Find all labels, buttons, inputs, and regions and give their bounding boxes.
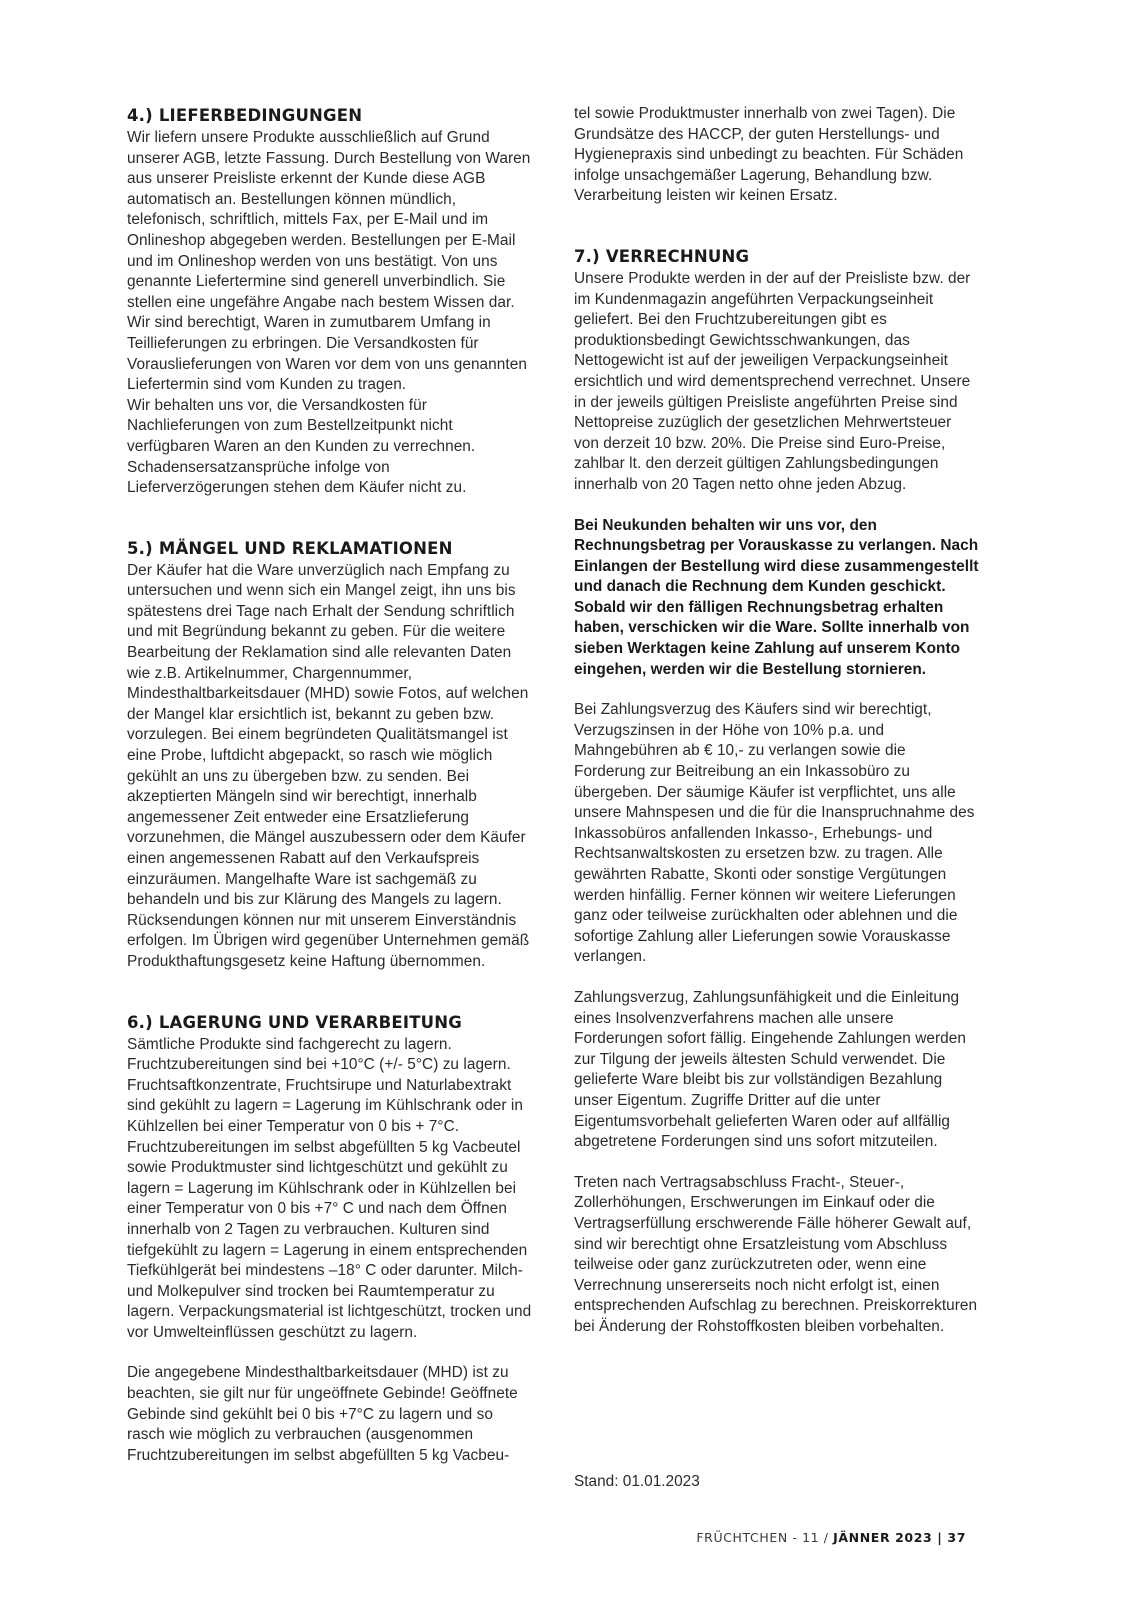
section-heading: 5.) MÄNGEL UND REKLAMATIONEN: [127, 538, 453, 558]
section-paragraph: Wir behalten uns vor, die Versandkosten für Nachlieferungen von zum Bestellzeitpunkt nicht verfügbaren Waren an den Kunden zu verrechnen. Schadensersatzansprüche infolge von Lieferverzögerungen stehen dem Käufer nicht zu.: [127, 396, 476, 497]
section-paragraph: Wir liefern unsere Produkte ausschließlich auf Grund unserer AGB, letzte Fassung. Durch Bestellung von Waren aus unserer Preisliste erkennt der Kunde diese AGB automatisch an. Bestellungen können mündlich, telefonisch, schriftlich, mittels Fax, per E-Mail und im Onlineshop abgegeben werden. Bestellungen per E-Mail und im Onlineshop werden von uns bestätigt. Von uns genannte Liefertermine sind generell unverbindlich. Sie stellen eine ungefähre Angabe nach bestem Wissen dar. Wir sind berechtigt, Waren in zumutbarem Umfang in Teillieferungen zu erbringen. Die Versandkosten für Vorauslieferungen von Waren vor dem von uns genannten Liefertermin sind vom Kunden zu tragen.: [127, 129, 531, 394]
section-paragraph: Die angegebene Mindesthaltbarkeitsdauer (MHD) ist zu beachten, sie gilt nur für ungeöffnete Gebinde! Geöffnete Gebinde sind gekühlt bei 0 bis +7°C zu lagern und so rasch wie möglich zu verbrauchen (ausgenommen Fruchtzubereitungen im selbst abgefüllten 5 kg Vacbeu-: [127, 1364, 518, 1464]
section-paragraph: Der Käufer hat die Ware unverzüglich nach Empfang zu untersuchen und wenn sich ein Mangel zeigt, ihn uns bis spätestens drei Tage nach Erhalt der Sendung schriftlich und mit Begründung bekannt zu geben. Für die weitere Bearbeitung der Reklamation sind alle relevanten Daten wie z.B. Artikelnummer, Chargennummer, Mindesthaltbarkeitsdauer (MHD) sowie Fotos, auf welchen der Mangel klar ersichtlich ist, bekannt zu geben bzw. vorzulegen. Bei einem begründeten Qualitätsmangel ist eine Probe, luftdicht abgepackt, so rasch wie möglich gekühlt an uns zu übergeben bzw. zu senden. Bei akzeptierten Mängeln sind wir berechtigt, innerhalb angemessener Zeit entweder eine Ersatzlieferung vorzunehmen, die Mängel auszubessern oder dem Käufer einen angemessenen Rabatt auf den Verkaufspreis einzuräumen. Mangelhafte Ware ist sachgemäß zu behandeln und bis zur Klärung des Mangels zu lagern. Rücksendungen können nur mit unserem Einverständnis erfolgen. Im Übrigen wird gegenüber Unternehmen gemäß Produkthaftungsgesetz keine Haftung übernommen.: [127, 561, 530, 970]
section-heading: 4.) LIEFERBEDINGUNGEN: [127, 106, 363, 125]
section-paragraph: Bei Zahlungsverzug des Käufers sind wir berechtigt, Verzugszinsen in der Höhe von 10% p.a. und Mahngebühren ab € 10,- zu verlangen sowie die Forderung zur Beitreibung an ein Inkassobüro zu übergeben. Der säumige Käufer ist verpflichtet, uns alle unsere Mahnspesen und die für die Inanspruchnahme des Inkassobüros anfallenden Inkasso-, Erhebungs- und Rechtsanwaltskosten zu ersetzen bzw. zu tragen. Alle gewährten Rabatte, Skonti oder sonstige Vergütungen werden hinfällig. Ferner können wir weitere Lieferungen ganz oder teilweise zurückhalten oder ablehnen und die sofortige Zahlung aller Lieferungen sowie Vorauskasse verlangen.: [574, 701, 975, 966]
left-column: [127, 104, 532, 1466]
section-paragraph: tel sowie Produktmuster innerhalb von zwei Tagen). Die Grundsätze des HACCP, der guten Herstellungs- und Hygienepraxis sind unbedingt zu beachten. Für Schäden infolge unsachgemäßer Lagerung, Behandlung bzw. Verarbeitung leisten wir keinen Ersatz.: [574, 105, 964, 205]
page-number: 37: [947, 1530, 966, 1545]
section-lagerung: [127, 1011, 532, 1467]
section-paragraph: Treten nach Vertragsabschluss Fracht-, Steuer-, Zollerhöhungen, Erschwerungen im Einkauf oder die Vertragserfüllung erschwerende Fälle höherer Gewalt auf, sind wir berechtigt ohne Ersatzleistung vom Abschluss teilweise oder ganz zurückzutreten oder, wenn eine Verrechnung unsererseits noch nicht erfolgt ist, einen entsprechenden Aufschlag zu berechnen. Preiskorrekturen bei Änderung der Rohstoffkosten bleiben vorbehalten.: [574, 1173, 978, 1335]
section-paragraph: Sämtliche Produkte sind fachgerecht zu lagern. Fruchtzubereitungen sind bei +10°C (+/- 5°C) zu lagern. Fruchtsaftkonzentrate, Fruchtsirupe und Naturlabextrakt sind gekühlt zu lagern = Lagerung im Kühlschrank oder in Kühlzellen bei einer Temperatur von 0 bis + 7°C. Fruchtzubereitungen im selbst abgefüllten 5 kg Vacbeutel sowie Produktmuster sind lichtgeschützt und gekühlt zu lagern = Lagerung im Kühlschrank oder in Kühlzellen bei einer Temperatur von 0 bis +7° C und nach dem Öffnen innerhalb von 2 Tagen zu verbrauchen. Kulturen sind tiefgekühlt zu lagern = Lagerung in einem entsprechenden Tiefkühlgerät bei mindestens –18° C oder darunter. Milch- und Molkepulver sind trocken bei Raumtemperatur zu lagern. Verpackungsmaterial ist lichtgeschützt, trocken und vor Umwelteinflüssen geschützt zu lagern.: [127, 1035, 532, 1341]
section-paragraph: Unsere Produkte werden in der auf der Preisliste bzw. der im Kundenmagazin angeführten Verpackungseinheit geliefert. Bei den Fruchtzubereitungen gibt es produktionsbedingt Gewichtsschwankungen, das Nettogewicht ist auf der jeweiligen Verpackungseinheit ersichtlich und wird dementsprechend verrechnet. Unsere in der jeweils gültigen Preisliste angeführten Preise sind Nettopreise zuzüglich der gesetzlichen Mehrwertsteuer von derzeit 10 bzw. 20%. Die Preise sind Euro-Preise, zahlbar lt. den derzeit gültigen Zahlungsbedingungen innerhalb von 20 Tagen netto ohne jeden Abzug.: [574, 269, 971, 493]
right-column: [574, 104, 979, 1337]
page-footer: [696, 1530, 966, 1545]
section-lieferbedingungen: [127, 104, 532, 499]
section-heading: 6.) LAGERUNG UND VERARBEITUNG: [127, 1012, 462, 1032]
section-maengel: [127, 537, 532, 973]
footer-magazine: FRÜCHTCHEN - 11 /: [696, 1530, 834, 1545]
section-heading: 7.) VERRECHNUNG: [574, 246, 750, 266]
stand-date: Stand: 01.01.2023: [574, 1473, 700, 1490]
section-verrechnung: [574, 245, 979, 1338]
section-paragraph: Zahlungsverzug, Zahlungsunfähigkeit und die Einleitung eines Insolvenzverfahrens machen alle unsere Forderungen sofort fällig. Eingehende Zahlungen werden zur Tilgung der jeweils ältesten Schuld verwendet. Die gelieferte Ware bleibt bis zur vollständigen Bezahlung unser Eigentum. Zugriffe Dritter auf die unter Eigentumsvorbehalt gelieferten Waren oder auf allfällig abgetretene Forderungen sind uns sofort mitzuteilen.: [574, 988, 967, 1151]
footer-issue: JÄNNER 2023: [833, 1530, 933, 1545]
section-lagerung-continued: [574, 104, 979, 207]
section-paragraph-bold: Bei Neukunden behalten wir uns vor, den Rechnungsbetrag per Vorauskasse zu verlangen. Nach Einlangen der Bestellung wird diese zusammengestellt und danach die Rechnung dem Kunden geschickt. Sobald wir den fälligen Rechnungsbetrag erhalten haben, verschicken wir die Ware. Sollte innerhalb von sieben Werktagen keine Zahlung auf unserem Konto eingehen, werden wir die Bestellung stornieren.: [574, 516, 979, 678]
footer-separator: |: [932, 1530, 948, 1545]
